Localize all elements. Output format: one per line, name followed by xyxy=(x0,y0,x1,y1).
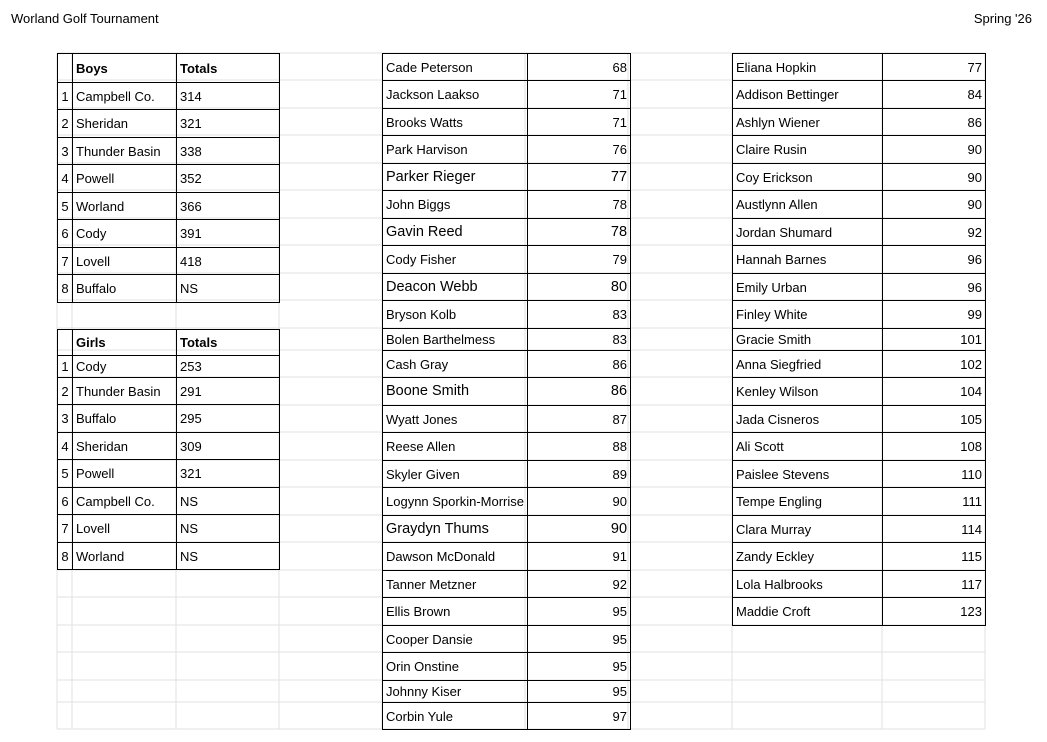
player-score: 77 xyxy=(883,54,986,81)
table-row xyxy=(383,219,631,246)
table-row xyxy=(733,54,986,81)
team-rank: 4 xyxy=(58,433,73,460)
player-name: Tempe Engling xyxy=(733,488,883,516)
table-row xyxy=(733,433,986,461)
gender-heading: Boys xyxy=(73,54,177,83)
team-name: Powell xyxy=(73,460,177,488)
team-rank: 7 xyxy=(58,515,73,543)
table-row xyxy=(383,164,631,191)
table-row xyxy=(733,378,986,406)
table-row xyxy=(383,433,631,461)
player-name: Skyler Given xyxy=(383,461,528,488)
table-row xyxy=(383,191,631,219)
table-row xyxy=(733,516,986,543)
totals-heading: Totals xyxy=(177,330,280,356)
player-name: Orin Onstine xyxy=(383,653,528,681)
player-name: Boone Smith xyxy=(383,378,528,406)
player-name: Ali Scott xyxy=(733,433,883,461)
table-row xyxy=(383,136,631,164)
player-score: 111 xyxy=(883,488,986,516)
team-rank: 6 xyxy=(58,220,73,248)
team-name: Sheridan xyxy=(73,433,177,460)
player-score: 86 xyxy=(528,378,631,406)
boys-player-rows xyxy=(383,54,631,730)
table-row xyxy=(383,488,631,516)
player-name: Kenley Wilson xyxy=(733,378,883,406)
boys-team-rows xyxy=(58,54,280,303)
table-row xyxy=(733,246,986,274)
player-score: 105 xyxy=(883,406,986,433)
player-score: 115 xyxy=(883,543,986,571)
document-title: Worland Golf Tournament xyxy=(11,11,159,26)
team-name: Cody xyxy=(73,220,177,248)
player-name: Jordan Shumard xyxy=(733,219,883,246)
table-row xyxy=(58,193,280,220)
team-name: Sheridan xyxy=(73,110,177,138)
player-name: Gracie Smith xyxy=(733,329,883,351)
player-score: 96 xyxy=(883,246,986,274)
team-name: Buffalo xyxy=(73,405,177,433)
player-score: 95 xyxy=(528,626,631,653)
player-score: 101 xyxy=(883,329,986,351)
player-score: 91 xyxy=(528,543,631,571)
table-row xyxy=(733,598,986,626)
team-name: Thunder Basin xyxy=(73,138,177,165)
player-name: Tanner Metzner xyxy=(383,571,528,598)
table-row xyxy=(383,351,631,378)
player-name: Johnny Kiser xyxy=(383,681,528,703)
player-score: 86 xyxy=(528,351,631,378)
team-rank: 2 xyxy=(58,378,73,405)
table-row xyxy=(383,246,631,274)
table-row xyxy=(733,351,986,378)
team-total: 338 xyxy=(177,138,280,165)
table-row xyxy=(383,653,631,681)
player-name: Austlynn Allen xyxy=(733,191,883,219)
table-row xyxy=(733,329,986,351)
player-score: 95 xyxy=(528,653,631,681)
table-row xyxy=(383,81,631,109)
team-total: 253 xyxy=(177,356,280,378)
player-name: Clara Murray xyxy=(733,516,883,543)
player-name: Emily Urban xyxy=(733,274,883,301)
table-row xyxy=(733,301,986,329)
table-row xyxy=(383,378,631,406)
player-score: 71 xyxy=(528,81,631,109)
table-row xyxy=(58,356,280,378)
player-name: Ellis Brown xyxy=(383,598,528,626)
player-name: Logynn Sporkin-Morrise xyxy=(383,488,528,516)
gender-heading: Girls xyxy=(73,330,177,356)
team-total: NS xyxy=(177,515,280,543)
team-total: 309 xyxy=(177,433,280,460)
boys-team-standings xyxy=(57,53,280,303)
team-rank: 1 xyxy=(58,83,73,110)
team-total: 391 xyxy=(177,220,280,248)
table-row xyxy=(58,460,280,488)
table-row xyxy=(58,378,280,405)
team-total: 321 xyxy=(177,110,280,138)
player-score: 123 xyxy=(883,598,986,626)
table-row xyxy=(383,543,631,571)
table-row xyxy=(383,406,631,433)
team-rank: 1 xyxy=(58,356,73,378)
table-row xyxy=(383,54,631,81)
girls-individual-scores xyxy=(732,53,986,626)
table-row xyxy=(733,543,986,571)
player-score: 90 xyxy=(528,516,631,543)
girls-team-standings xyxy=(57,329,280,570)
team-total: 352 xyxy=(177,165,280,193)
rank-header-cell xyxy=(58,330,73,356)
player-score: 84 xyxy=(883,81,986,109)
player-score: 90 xyxy=(883,164,986,191)
table-row xyxy=(58,248,280,275)
totals-heading: Totals xyxy=(177,54,280,83)
player-name: Addison Bettinger xyxy=(733,81,883,109)
player-score: 76 xyxy=(528,136,631,164)
team-total: NS xyxy=(177,543,280,570)
player-name: Ashlyn Wiener xyxy=(733,109,883,136)
player-name: Reese Allen xyxy=(383,433,528,461)
table-row xyxy=(383,516,631,543)
player-score: 78 xyxy=(528,191,631,219)
team-name: Buffalo xyxy=(73,275,177,303)
player-name: Maddie Croft xyxy=(733,598,883,626)
table-row xyxy=(58,275,280,303)
table-row xyxy=(383,109,631,136)
player-name: Jackson Laakso xyxy=(383,81,528,109)
player-name: Wyatt Jones xyxy=(383,406,528,433)
player-score: 88 xyxy=(528,433,631,461)
girls-player-rows xyxy=(733,54,986,626)
player-score: 86 xyxy=(883,109,986,136)
team-name: Thunder Basin xyxy=(73,378,177,405)
table-row xyxy=(733,219,986,246)
table-row xyxy=(733,488,986,516)
player-score: 114 xyxy=(883,516,986,543)
table-row xyxy=(58,405,280,433)
table-row xyxy=(383,301,631,329)
team-name: Lovell xyxy=(73,248,177,275)
player-name: Dawson McDonald xyxy=(383,543,528,571)
table-row xyxy=(733,571,986,598)
player-name: Park Harvison xyxy=(383,136,528,164)
table-row xyxy=(733,274,986,301)
player-score: 90 xyxy=(528,488,631,516)
team-total: 295 xyxy=(177,405,280,433)
player-score: 102 xyxy=(883,351,986,378)
team-rank: 3 xyxy=(58,138,73,165)
team-rank: 4 xyxy=(58,165,73,193)
team-rank: 5 xyxy=(58,193,73,220)
table-row xyxy=(383,274,631,301)
table-row xyxy=(58,433,280,460)
player-score: 97 xyxy=(528,703,631,730)
table-row xyxy=(383,681,631,703)
player-score: 89 xyxy=(528,461,631,488)
player-score: 96 xyxy=(883,274,986,301)
player-score: 87 xyxy=(528,406,631,433)
player-score: 92 xyxy=(528,571,631,598)
team-name: Worland xyxy=(73,543,177,570)
team-total: 418 xyxy=(177,248,280,275)
player-score: 110 xyxy=(883,461,986,488)
team-total: NS xyxy=(177,488,280,515)
table-row xyxy=(58,138,280,165)
table-row xyxy=(733,191,986,219)
team-name: Campbell Co. xyxy=(73,83,177,110)
player-score: 83 xyxy=(528,329,631,351)
table-row xyxy=(58,543,280,570)
team-name: Powell xyxy=(73,165,177,193)
player-name: John Biggs xyxy=(383,191,528,219)
player-name: Finley White xyxy=(733,301,883,329)
player-name: Claire Rusin xyxy=(733,136,883,164)
table-row xyxy=(58,83,280,110)
player-score: 79 xyxy=(528,246,631,274)
table-row xyxy=(58,110,280,138)
team-rank: 8 xyxy=(58,275,73,303)
team-rank: 7 xyxy=(58,248,73,275)
team-name: Lovell xyxy=(73,515,177,543)
team-rank: 3 xyxy=(58,405,73,433)
table-row xyxy=(58,165,280,193)
player-name: Bryson Kolb xyxy=(383,301,528,329)
player-name: Brooks Watts xyxy=(383,109,528,136)
table-row xyxy=(733,164,986,191)
table-row xyxy=(383,329,631,351)
team-name: Worland xyxy=(73,193,177,220)
player-score: 80 xyxy=(528,274,631,301)
team-rank: 6 xyxy=(58,488,73,515)
player-name: Eliana Hopkin xyxy=(733,54,883,81)
team-rank: 8 xyxy=(58,543,73,570)
player-score: 90 xyxy=(883,136,986,164)
player-name: Corbin Yule xyxy=(383,703,528,730)
table-row xyxy=(383,626,631,653)
table-row xyxy=(733,461,986,488)
rank-header-cell xyxy=(58,54,73,83)
player-name: Parker Rieger xyxy=(383,164,528,191)
player-name: Hannah Barnes xyxy=(733,246,883,274)
player-score: 95 xyxy=(528,681,631,703)
table-row xyxy=(383,598,631,626)
team-total: 366 xyxy=(177,193,280,220)
player-name: Jada Cisneros xyxy=(733,406,883,433)
team-total: 314 xyxy=(177,83,280,110)
season-label: Spring '26 xyxy=(973,11,1032,26)
table-row xyxy=(383,461,631,488)
player-score: 78 xyxy=(528,219,631,246)
team-total: 291 xyxy=(177,378,280,405)
player-name: Lola Halbrooks xyxy=(733,571,883,598)
player-name: Paislee Stevens xyxy=(733,461,883,488)
team-total: NS xyxy=(177,275,280,303)
player-score: 95 xyxy=(528,598,631,626)
table-row xyxy=(733,109,986,136)
player-name: Gavin Reed xyxy=(383,219,528,246)
table-row xyxy=(58,515,280,543)
team-total: 321 xyxy=(177,460,280,488)
table-row xyxy=(383,703,631,730)
player-score: 99 xyxy=(883,301,986,329)
player-name: Graydyn Thums xyxy=(383,516,528,543)
player-score: 92 xyxy=(883,219,986,246)
team-name: Cody xyxy=(73,356,177,378)
team-header-row xyxy=(58,330,280,356)
table-row xyxy=(58,220,280,248)
boys-individual-scores xyxy=(382,53,631,730)
table-row xyxy=(733,81,986,109)
table-row xyxy=(733,136,986,164)
player-score: 104 xyxy=(883,378,986,406)
player-score: 117 xyxy=(883,571,986,598)
player-score: 68 xyxy=(528,54,631,81)
player-name: Cody Fisher xyxy=(383,246,528,274)
player-name: Coy Erickson xyxy=(733,164,883,191)
team-rank: 5 xyxy=(58,460,73,488)
girls-team-rows xyxy=(58,330,280,570)
player-name: Cooper Dansie xyxy=(383,626,528,653)
table-row xyxy=(733,406,986,433)
player-score: 71 xyxy=(528,109,631,136)
player-name: Anna Siegfried xyxy=(733,351,883,378)
player-name: Cade Peterson xyxy=(383,54,528,81)
player-score: 108 xyxy=(883,433,986,461)
table-row xyxy=(383,571,631,598)
player-name: Bolen Barthelmess xyxy=(383,329,528,351)
team-name: Campbell Co. xyxy=(73,488,177,515)
player-name: Deacon Webb xyxy=(383,274,528,301)
team-header-row xyxy=(58,54,280,83)
player-score: 90 xyxy=(883,191,986,219)
player-name: Zandy Eckley xyxy=(733,543,883,571)
player-score: 83 xyxy=(528,301,631,329)
player-score: 77 xyxy=(528,164,631,191)
player-name: Cash Gray xyxy=(383,351,528,378)
table-row xyxy=(58,488,280,515)
team-rank: 2 xyxy=(58,110,73,138)
